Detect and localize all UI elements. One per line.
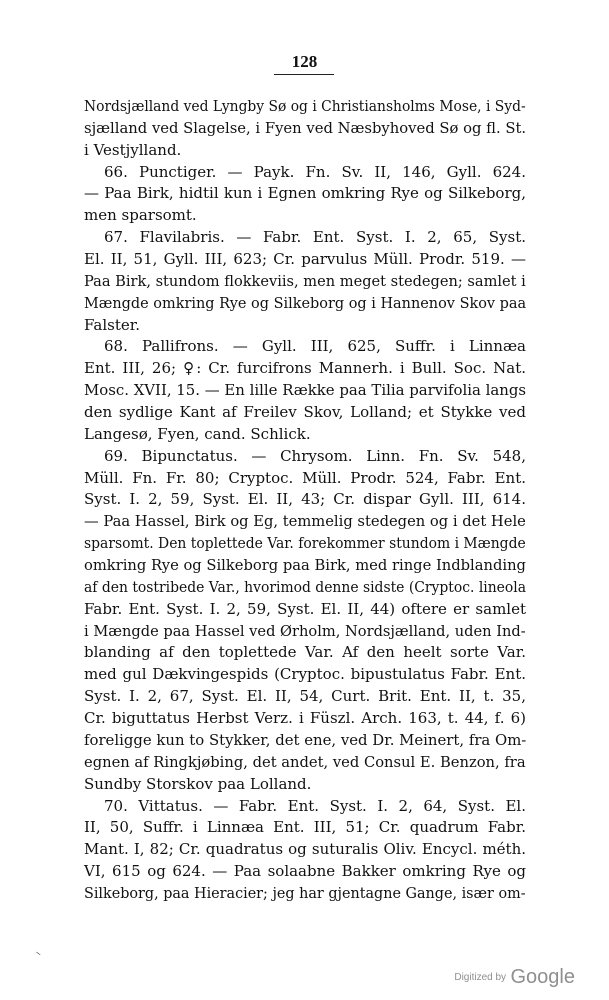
- text-line: Müll. Fn. Fr. 80; Cryptoc. Müll. Prodr. 524, Fabr. Ent.: [84, 468, 526, 487]
- text-line: Syst. I. 2, 59, Syst. El. II, 43; Cr. dispar Gyll. III, 614.: [84, 490, 526, 509]
- text-line: Cr. biguttatus Herbst Verz. i Füszl. Arch. 163, t. 44, f. 6): [84, 709, 526, 728]
- page-number-rule: [274, 74, 334, 75]
- text-line: den sydlige Kant af Freilev Skov, Lolland; et Stykke ved: [84, 403, 526, 422]
- text-line: Falster.: [84, 315, 141, 334]
- text-line: Fabr. Ent. Syst. I. 2, 59, Syst. El. II, 44) oftere er samlet: [84, 599, 526, 618]
- text-line: Silkeborg, paa Hieracier; jeg har gjentagne Gange, især om-: [84, 883, 526, 902]
- digitized-by-watermark: [454, 966, 575, 989]
- text-line: 67. Flavilabris. — Fabr. Ent. Syst. I. 2, 65, Syst.: [104, 228, 526, 247]
- text-line: VI, 615 og 624. — Paa solaabne Bakker omkring Rye og: [84, 862, 526, 881]
- text-line: Ent. III, 26; ♀: Cr. furcifrons Mannerh. i Bull. Soc. Nat.: [84, 359, 526, 378]
- text-line: 69. Bipunctatus. — Chrysom. Linn. Fn. Sv. 548,: [104, 446, 526, 465]
- text-line: af den tostribede Var., hvorimod denne sidste (Cryptoc. lineola: [84, 577, 527, 596]
- text-line: i Mængde paa Hassel ved Ørholm, Nordsjælland, uden Ind-: [84, 621, 526, 640]
- page-number: 128: [291, 52, 318, 71]
- text-line: Mosc. XVII, 15. — En lille Række paa Tilia parvifolia langs: [84, 381, 527, 400]
- google-logo: Google: [510, 966, 575, 988]
- text-line: Syst. I. 2, 67, Syst. El. II, 54, Curt. Brit. Ent. II, t. 35,: [84, 687, 526, 706]
- text-line: med gul Dækvingespids (Cryptoc. bipustulatus Fabr. Ent.: [84, 665, 526, 684]
- text-line: egnen af Ringkjøbing, det andet, ved Consul E. Benzon, fra: [84, 752, 526, 771]
- text-line: i Vestjylland.: [84, 140, 182, 159]
- text-line: — Paa Birk, hidtil kun i Egnen omkring Rye og Silkeborg,: [84, 184, 526, 203]
- text-line: Nordsjælland ved Lyngby Sø og i Christiansholms Mose, i Syd-: [84, 97, 526, 115]
- body-text: [84, 96, 526, 905]
- text-line: sjælland ved Slagelse, i Fyen ved Næsbyhoved Sø og fl. St.: [84, 118, 527, 137]
- text-line: 70. Vittatus. — Fabr. Ent. Syst. I. 2, 64, Syst. El.: [104, 796, 526, 815]
- text-line: 66. Punctiger. — Payk. Fn. Sv. II, 146, Gyll. 624.: [104, 162, 526, 181]
- digitized-prefix: Digitized by: [454, 972, 507, 983]
- text-line: El. II, 51, Gyll. III, 623; Cr. parvulus Müll. Prodr. 519. —: [84, 250, 526, 269]
- text-line: Paa Birk, stundom flokkeviis, men meget stedegen; samlet i: [84, 271, 526, 290]
- text-line: II, 50, Suffr. i Linnæa Ent. III, 51; Cr. quadrum Fabr.: [84, 818, 526, 837]
- text-line: 68. Pallifrons. — Gyll. III, 625, Suffr. i Linnæa: [104, 337, 526, 356]
- text-line: — Paa Hassel, Birk og Eg, temmelig stedegen og i det Hele: [84, 512, 526, 531]
- text-line: omkring Rye og Silkeborg paa Birk, med ringe Indblanding: [84, 556, 526, 575]
- text-line: Sundby Storskov paa Lolland.: [84, 774, 312, 793]
- text-line: Langesø, Fyen, cand. Schlick.: [84, 424, 311, 443]
- stray-mark: ⁻: [30, 947, 44, 963]
- text-line: men sparsomt.: [84, 206, 197, 225]
- text-line: blanding af den toplettede Var. Af den heelt sorte Var.: [84, 643, 526, 662]
- text-line: Mant. I, 82; Cr. quadratus og suturalis Oliv. Encycl. méth.: [84, 840, 526, 859]
- text-line: Mængde omkring Rye og Silkeborg og i Hannenov Skov paa: [84, 293, 527, 312]
- text-line: sparsomt. Den toplettede Var. forekommer stundom i Mængde: [84, 534, 526, 553]
- text-line: foreligge kun to Stykker, det ene, ved Dr. Meinert, fra Om-: [84, 730, 527, 749]
